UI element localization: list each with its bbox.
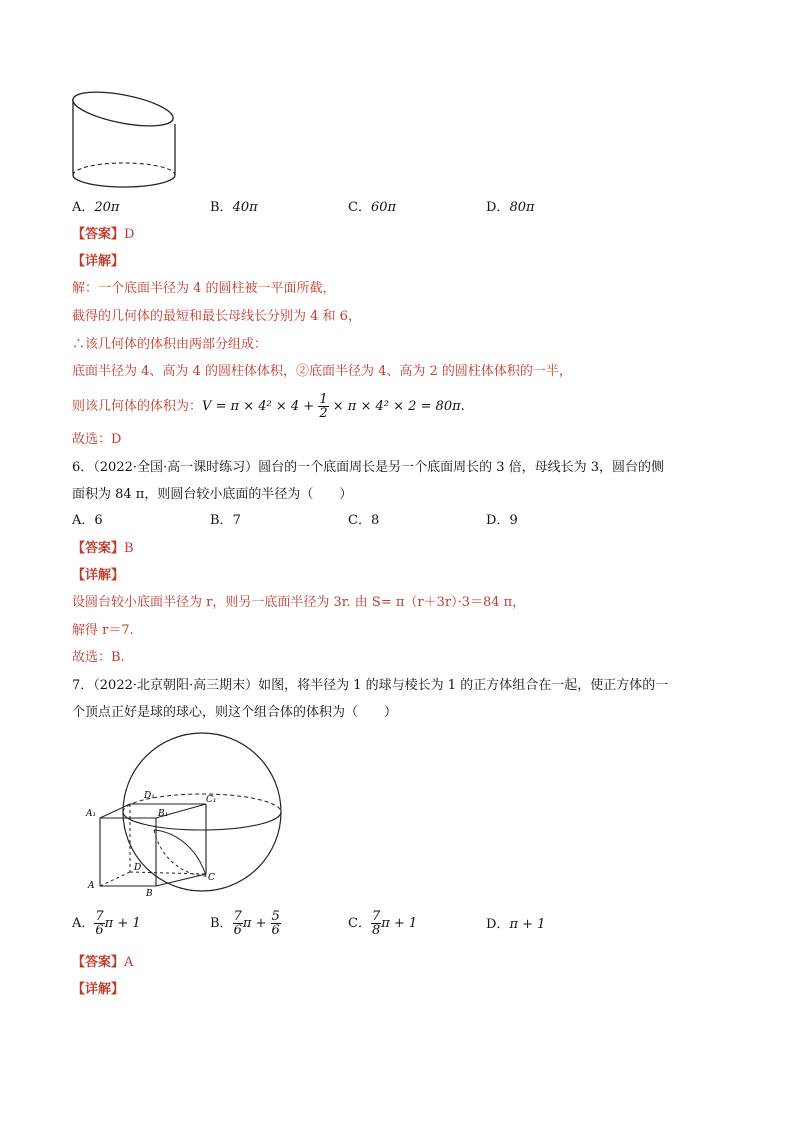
q7-stem-line-1: 7．（2022·北京朝阳·高三期末）如图，将半径为 1 的球与棱长为 1 的正方体组合在一起，使正方体的一 bbox=[72, 678, 669, 693]
cut-cylinder-figure bbox=[66, 90, 186, 194]
q6-answer: 【答案】B bbox=[72, 541, 134, 556]
q6-stem-line-1: 6．（2022·全国·高一课时练习）圆台的一个底面周长是另一个底面周长的 3 倍，母线长为 3，圆台的侧 bbox=[72, 460, 665, 475]
label-a: A bbox=[88, 881, 95, 891]
label-a1: A₁ bbox=[86, 809, 97, 819]
fraction: $\frac{5}{6}$ bbox=[271, 909, 280, 938]
label-b1: B₁ bbox=[158, 809, 169, 819]
q7-option-b: B． $\frac{7}{6}$ π + $\frac{5}{6}$ bbox=[210, 909, 280, 938]
q5-option-d: D．80π bbox=[486, 200, 535, 215]
label-b: B bbox=[146, 889, 153, 899]
q6-detail-line-1: 设圆台较小底面半径为 r，则另一底面半径为 3r. 由 S= π（r＋3r）·3＝84 π， bbox=[72, 595, 526, 610]
q5-option-b: B．40π bbox=[210, 200, 258, 215]
label-d: D bbox=[134, 863, 142, 873]
q5-conclusion: 故选：D bbox=[72, 432, 122, 447]
q6-option-b: B．7 bbox=[210, 513, 241, 528]
q5-option-c: C．60π bbox=[348, 200, 397, 215]
q5-detail-line-2: 截得的几何体的最短和最长母线长分别为 4 和 6， bbox=[72, 309, 361, 324]
q7-answer: 【答案】A bbox=[72, 955, 134, 970]
q7-stem-line-2: 个顶点正好是球的球心，则这个组合体的体积为（ ） bbox=[72, 705, 398, 720]
label-c: C bbox=[208, 873, 215, 883]
fraction: $\frac{1}{2}$ bbox=[319, 392, 328, 421]
fraction: $\frac{7}{6}$ bbox=[233, 909, 242, 938]
q5-detail-line-4: 底面半径为 4、高为 4 的圆柱体体积，②底面半径为 4、高为 2 的圆柱体体积的一半， bbox=[72, 364, 572, 379]
q6-conclusion: 故选：B. bbox=[72, 650, 125, 665]
fraction: $\frac{7}{8}$ bbox=[371, 909, 381, 938]
q6-option-d: D．9 bbox=[486, 513, 518, 528]
q7-detail-label: 【详解】 bbox=[72, 982, 125, 997]
q5-answer: 【答案】D bbox=[72, 227, 135, 242]
fraction: $\frac{7}{6}$ bbox=[95, 909, 104, 938]
q6-stem-line-2: 面积为 84 π，则圆台较小底面的半径为（ ） bbox=[72, 487, 353, 502]
q5-detail-line-1: 解：一个底面半径为 4 的圆柱被一平面所截， bbox=[72, 281, 336, 296]
q6-option-c: C．8 bbox=[348, 513, 380, 528]
q5-option-a: A．20π bbox=[72, 200, 120, 215]
q6-detail-label: 【详解】 bbox=[72, 568, 125, 583]
q5-detail-line-3: ∴该几何体的体积由两部分组成： bbox=[72, 337, 268, 352]
q6-option-a: A．6 bbox=[72, 513, 103, 528]
q5-volume-formula: 则该几何体的体积为：V = π × 4² × 4 + $\frac{1}{2}$ × π × 4² × 2 = 80π. bbox=[72, 392, 465, 421]
label-d1: D₁ bbox=[144, 791, 155, 801]
q6-detail-line-2: 解得 r＝7. bbox=[72, 623, 134, 638]
q5-detail-label: 【详解】 bbox=[72, 254, 125, 269]
q7-option-c: C． $\frac{7}{8}$ π + 1 bbox=[348, 909, 418, 938]
q7-option-a: A． $\frac{7}{6}$ π + 1 bbox=[72, 909, 141, 938]
q7-option-d: D．π + 1 bbox=[486, 917, 546, 932]
label-c1: C₁ bbox=[206, 795, 217, 805]
sphere-cube-figure bbox=[80, 728, 302, 900]
